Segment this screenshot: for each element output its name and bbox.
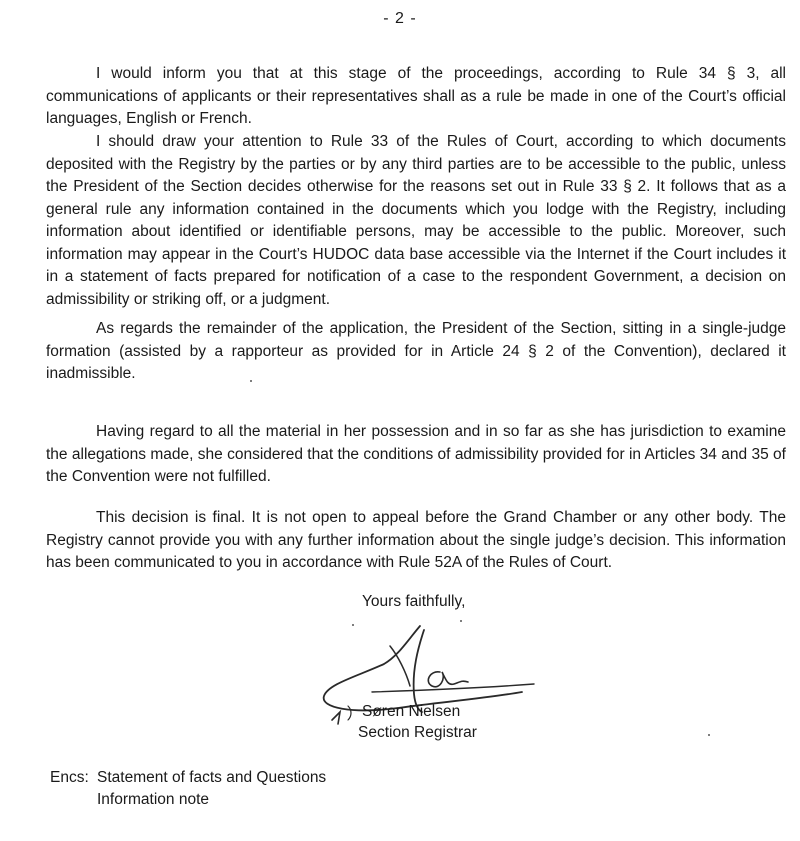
paragraph-language-rule — [46, 63, 786, 131]
paragraph-public-access — [46, 131, 786, 311]
scan-speck — [460, 620, 462, 622]
paragraph-admissibility-conditions — [46, 421, 786, 489]
paragraph-text: Having regard to all the material in her possession and in so far as she has jurisdiction to examine the allegations made, she considered that the conditions of admissibility provided for in Articles 34 and 35 of the Convention were not fulfilled. — [46, 423, 786, 485]
enclosures — [50, 767, 326, 811]
scan-speck — [352, 624, 354, 626]
paragraph-decision-final — [46, 507, 786, 575]
paragraph-text: This decision is final. It is not open to appeal before the Grand Chamber or any other body. The Registry cannot provide you with any further information about the single judge’s decision. This information has been communicated to you in accordance with Rule 52A of the Rules of Court. — [46, 509, 786, 571]
closing-salutation: Yours faithfully, — [362, 593, 466, 610]
scan-speck — [708, 734, 710, 736]
scan-speck — [250, 380, 252, 382]
enclosure-item: Information note — [97, 791, 210, 808]
signer-name: Søren Nielsen — [362, 703, 461, 720]
enclosure-item: Statement of facts and Questions — [97, 769, 327, 786]
enclosures-label: Encs: — [50, 769, 89, 786]
paragraph-inadmissible — [46, 318, 786, 386]
paragraph-text: I should draw your attention to Rule 33 of the Rules of Court, according to which documents deposited with the Registry by the parties or by any third parties are to be accessible to the public, unless the President of the Section decides otherwise for the reasons set out in Rule 33 § 2. It follows that as a general rule any information contained in the documents which you lodge with the Registry, including information about identified or identifiable persons, may be accessible to the public. Moreover, such information may appear in the Court’s HUDOC data base accessible via the Internet if the Court includes it in a statement of facts prepared for notification of a case to the respondent Government, a decision on admissibility or striking off, or a judgment. — [46, 133, 786, 308]
page-number: - 2 - — [383, 10, 417, 27]
paragraph-text: I would inform you that at this stage of the proceedings, according to Rule 34 § 3, all communications of applicants or their representatives shall as a rule be made in one of the Court’s official languages, English or French. — [46, 65, 786, 127]
enclosures-first-row — [50, 767, 326, 789]
paragraph-text: As regards the remainder of the application, the President of the Section, sitting in a single-judge formation (assisted by a rapporteur as provided for in Article 24 § 2 of the Convention), declared it inadmissible. — [46, 320, 786, 382]
signer-title: Section Registrar — [358, 724, 477, 741]
